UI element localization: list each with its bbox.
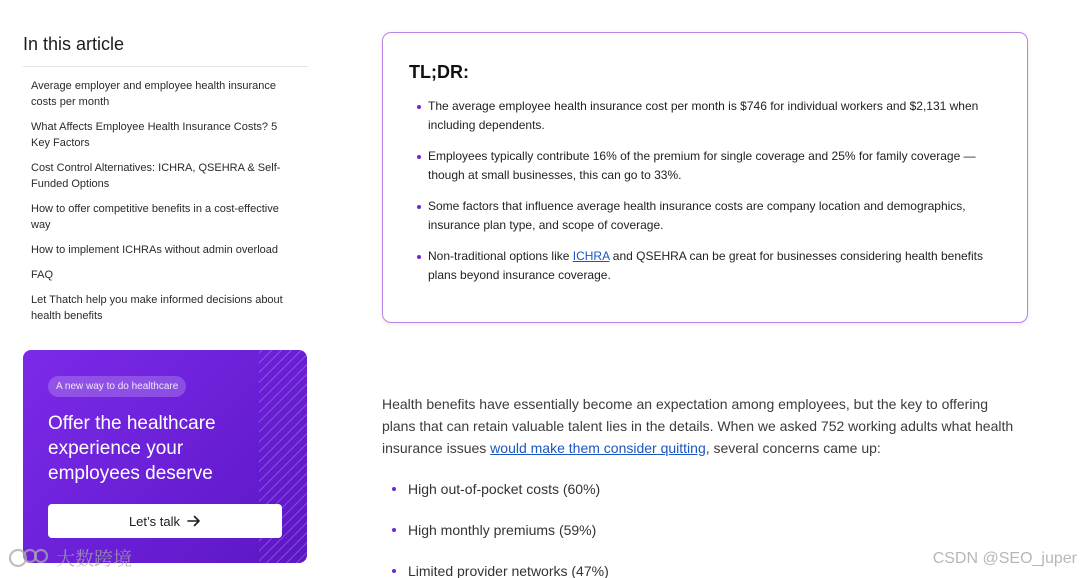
toc-item-average-costs[interactable]: Average employer and employee health insurance costs per month <box>31 80 277 108</box>
promo-heading: Offer the healthcare experience your employees deserve <box>48 413 216 484</box>
toc-item-competitive-benefits[interactable]: How to offer competitive benefits in a cost-effective way <box>31 203 279 231</box>
toc-list <box>23 78 308 324</box>
list-item: High monthly premiums (59%) <box>392 519 609 541</box>
lets-talk-button-label: Let’s talk <box>128 513 181 529</box>
promo-badge: A new way to do healthcare <box>48 376 186 397</box>
concerns-list <box>392 478 609 578</box>
toc-item-cost-factors[interactable]: What Affects Employee Health Insurance Costs? 5 Key Factors <box>31 121 278 149</box>
table-of-contents <box>23 34 308 333</box>
promo-card <box>23 350 307 563</box>
tldr-item: Employees typically contribute 16% of the premium for single coverage and 25% for family coverage — though at small businesses, this can go to 33%. <box>417 147 1002 185</box>
tldr-list <box>417 97 1002 297</box>
tldr-title: TL;DR: <box>409 62 469 82</box>
toc-item-faq[interactable]: FAQ <box>31 269 54 281</box>
tldr-item <box>417 247 1002 285</box>
toc-title: In this article <box>23 34 308 67</box>
lets-talk-button[interactable] <box>48 504 282 538</box>
watermark-left <box>8 544 132 571</box>
watermark-logo-icon <box>8 547 50 569</box>
list-item: Limited provider networks (47%) <box>392 560 609 578</box>
paragraph-text: Health benefits have essentially become an expectation among employees, but the key to offering plans that can retain valuable talent lies in the details. When we asked 752 working adults what health insurance issues <box>382 396 1014 456</box>
tldr-card <box>382 32 1028 323</box>
toc-item-implement-ichras[interactable]: How to implement ICHRAs without admin overload <box>31 244 278 256</box>
tldr-item: The average employee health insurance cost per month is $746 for individual workers and $2,131 when including dependents. <box>417 97 1002 135</box>
watermark-left-text: 大数跨境 <box>56 549 133 570</box>
consider-quitting-link[interactable]: would make them consider quitting <box>490 440 706 456</box>
toc-item-cost-control-alternatives[interactable]: Cost Control Alternatives: ICHRA, QSEHRA & Self-Funded Options <box>31 162 281 190</box>
toc-item-let-thatch-help[interactable]: Let Thatch help you make informed decisions about health benefits <box>31 294 283 322</box>
list-item: High out-of-pocket costs (60%) <box>392 478 609 500</box>
ichra-link[interactable]: ICHRA <box>572 249 610 263</box>
arrow-right-icon <box>187 515 201 527</box>
tldr-item: Some factors that influence average health insurance costs are company location and demographics, insurance plan type, and scope of coverage. <box>417 197 1002 235</box>
paragraph-text: , several concerns came up: <box>705 440 881 456</box>
tldr-item-text: Non-traditional options like <box>428 249 573 263</box>
intro-paragraph <box>382 393 1022 459</box>
watermark-right: CSDN @SEO_juper <box>932 550 1077 567</box>
tldr-item-text: and QSEHRA can be great for businesses considering health benefits plans beyond insurance coverage. <box>428 249 983 282</box>
